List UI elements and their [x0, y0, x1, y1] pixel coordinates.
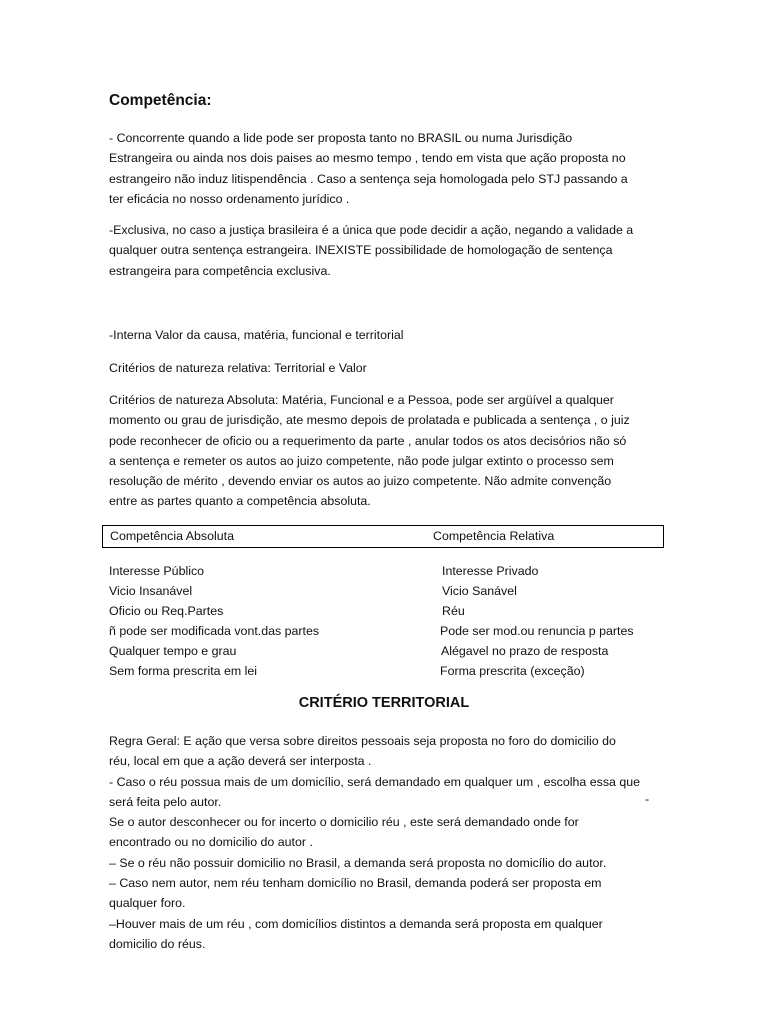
text-line: – Caso nem autor, nem réu tenham domicílio no Brasil, demanda poderá ser proposta em: [109, 876, 602, 891]
paragraph-interna: [109, 325, 669, 345]
text-line: - Concorrente quando a lide pode ser proposta tanto no BRASIL ou numa Jurisdição: [109, 131, 573, 145]
relativa-list: [440, 561, 634, 681]
text-line: -Exclusiva, no caso a justiça brasileira é a única que pode decidir a ação, negando a validade a: [109, 223, 634, 237]
text-line: Estrangeira ou ainda nos dois paises ao mesmo tempo , tendo em vista que ação proposta no: [109, 151, 626, 166]
paragraph-criterios-absoluta: [109, 390, 669, 512]
text-line: estrangeiro não induz litispendência . Caso a sentença seja homologada pelo STJ passando a: [109, 171, 628, 186]
list-item: Qualquer tempo e grau: [109, 644, 237, 658]
header-competencia-absoluta: Competência Absoluta: [110, 529, 234, 543]
text-line: Regra Geral: E ação que versa sobre direitos pessoais seja proposta no foro do domicilio do: [109, 734, 616, 748]
list-item: Alégavel no prazo de resposta: [441, 644, 609, 658]
text-line: réu, local em que a ação deverá ser interposta .: [109, 754, 372, 769]
competence-table-header: [102, 525, 664, 548]
text-line: momento ou grau de jurisdição, ate mesmo depois de prolatada e publicada a sentença , o juiz: [109, 413, 630, 428]
text-line: pode reconhecer de oficio ou a requerimento da parte , anular todos os atos decisórios não só: [109, 433, 627, 448]
list-item: Réu: [442, 604, 465, 618]
absoluta-list: [109, 561, 319, 681]
heading-competencia: Competência:: [109, 92, 212, 109]
section-title-criterio-territorial: CRITÉRIO TERRITORIAL: [298, 695, 470, 711]
text-line: encontrado ou no domicilio do autor .: [109, 835, 313, 850]
header-competencia-relativa: Competência Relativa: [433, 529, 555, 543]
text-line: Se o autor desconhecer ou for incerto o domicilio réu , este será demandado onde for: [109, 815, 579, 830]
text-line: será feita pelo autor.: [109, 794, 222, 809]
list-item: Vicio Sanável: [442, 584, 517, 598]
text-line: domicilio do réus.: [109, 936, 206, 951]
list-item: Oficio ou Req.Partes: [109, 604, 224, 618]
text-line: qualquer outra sentença estrangeira. INEXISTE possibilidade de homologação de sentença: [109, 243, 613, 258]
text-line: –Houver mais de um réu , com domicílios distintos a demanda será proposta em qualquer: [109, 916, 603, 931]
text-line: - Caso o réu possua mais de um domicílio, será demandado em qualquer um , escolha essa que: [109, 774, 641, 789]
paragraph-territorial: [109, 731, 669, 954]
list-item: Interesse Público: [109, 564, 205, 578]
paragraph-concorrente: [109, 128, 669, 209]
text-line: Critérios de natureza relativa: Territorial e Valor: [109, 361, 367, 375]
list-item: ñ pode ser modificada vont.das partes: [109, 624, 320, 638]
text-line: estrangeira para competência exclusiva.: [109, 263, 331, 278]
text-line: Critérios de natureza Absoluta: Matéria, Funcional e a Pessoa, pode ser argüível a qualquer: [109, 393, 614, 407]
text-line: qualquer foro.: [109, 896, 186, 911]
text-line: -Interna Valor da causa, matéria, funcional e territorial: [109, 328, 404, 342]
paragraph-criterios-relativa: [109, 358, 669, 378]
list-item: Pode ser mod.ou renuncia p partes: [440, 624, 634, 638]
list-item: Interesse Privado: [442, 564, 539, 578]
list-item: Vicio Insanável: [109, 584, 193, 598]
text-line: a sentença e remeter os autos ao juizo competente, não pode julgar extinto o processo sem: [109, 453, 614, 468]
list-item: Forma prescrita (exceção): [440, 664, 585, 678]
list-item: Sem forma prescrita em lei: [109, 664, 258, 678]
text-line: ter eficácia no nosso ordenamento jurídico .: [109, 191, 350, 206]
text-line: resolução de mérito , devendo enviar os autos ao juizo competente. Não admite convenção: [109, 474, 612, 489]
text-line: – Se o réu não possuir domicilio no Brasil, a demanda será proposta no domicílio do autor.: [109, 855, 607, 870]
text-line: entre as partes quanto a competência absoluta.: [109, 494, 371, 509]
stray-dash: -: [645, 792, 650, 806]
paragraph-exclusiva: [109, 220, 669, 281]
